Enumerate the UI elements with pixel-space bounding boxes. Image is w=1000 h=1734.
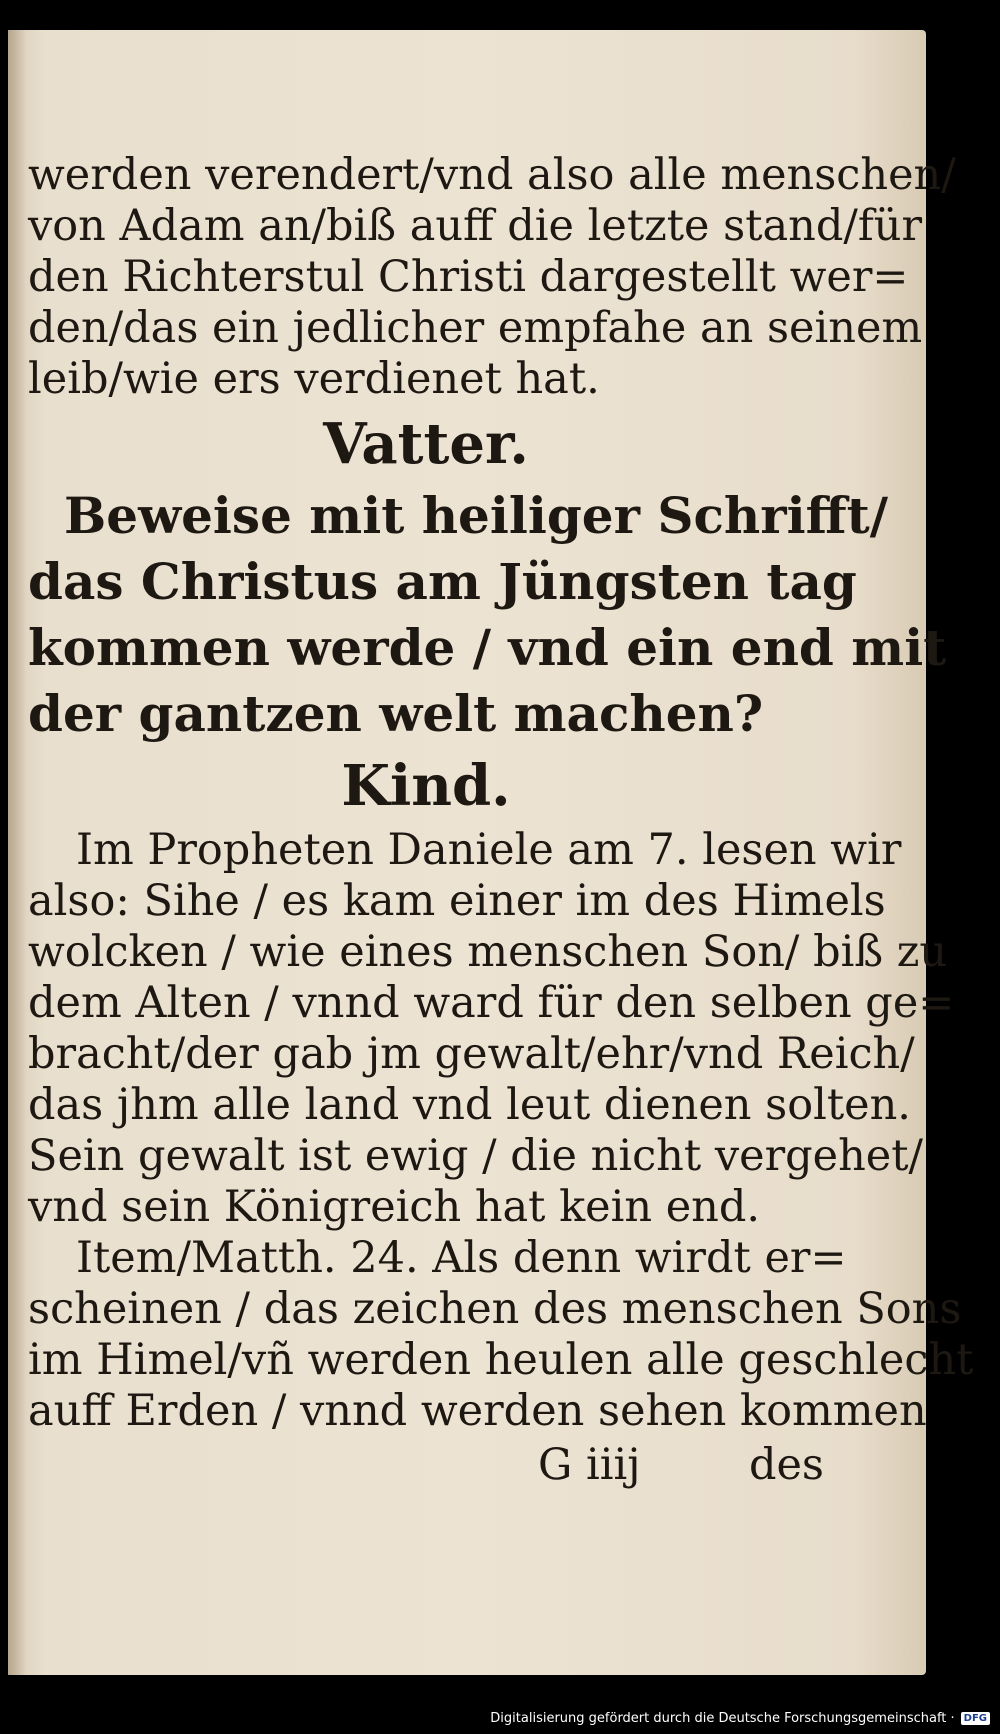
heading-vatter: Vatter. <box>323 411 529 477</box>
dfg-logo: DFG <box>961 1712 990 1725</box>
page-text <box>28 150 974 1437</box>
matth-line: auff Erden / vnnd werden sehen kommen <box>28 1386 927 1436</box>
question-line: kommen werde / vnd ein end mit <box>28 618 947 677</box>
text-line: den/das ein jedlicher empfahe an seinem <box>28 303 923 353</box>
answer-line: vnd sein Königreich hat kein end. <box>28 1182 761 1232</box>
footer-text: Digitalisierung gefördert durch die Deutsche Forschungsgemeinschaft · <box>490 1711 955 1726</box>
answer-line: dem Alten / vnnd ward für den selben ge= <box>28 978 955 1028</box>
answer-line: das jhm alle land vnd leut dienen solten. <box>28 1080 911 1130</box>
page-gutter-shadow <box>8 30 26 1675</box>
answer-line: Sein gewalt ist ewig / die nicht vergehet/ <box>28 1131 924 1181</box>
question-line: Beweise mit heiliger Schrifft/ <box>64 486 888 545</box>
digitization-footer <box>490 1711 990 1726</box>
matth-line: im Himel/vñ werden heulen alle geschlecht <box>28 1335 974 1385</box>
heading-kind: Kind. <box>341 753 511 819</box>
matth-line: Item/Matth. 24. Als denn wirdt er= <box>76 1233 847 1283</box>
signature-mark: G iiij <box>538 1440 641 1490</box>
text-line: leib/wie ers verdienet hat. <box>28 354 600 404</box>
text-line: den Richterstul Christi dargestellt wer= <box>28 252 909 302</box>
text-line: von Adam an/biß auff die letzte stand/für <box>28 201 923 251</box>
answer-line: Im Propheten Daniele am 7. lesen wir <box>76 825 902 875</box>
question-line: der gantzen welt machen? <box>28 684 764 743</box>
signature-row <box>28 1440 824 1494</box>
question-block <box>28 483 947 747</box>
matth-line: scheinen / das zeichen des menschen Sons <box>28 1284 962 1334</box>
answer-line: bracht/der gab jm gewalt/ehr/vnd Reich/ <box>28 1029 915 1079</box>
answer-line: wolcken / wie eines menschen Son/ biß zu <box>28 927 948 977</box>
answer-line: also: Sihe / es kam einer im des Himels <box>28 876 886 926</box>
text-line: werden verendert/vnd also alle menschen/ <box>28 150 956 200</box>
catchword: des <box>748 1440 824 1490</box>
question-line: das Christus am Jüngsten tag <box>28 552 857 611</box>
